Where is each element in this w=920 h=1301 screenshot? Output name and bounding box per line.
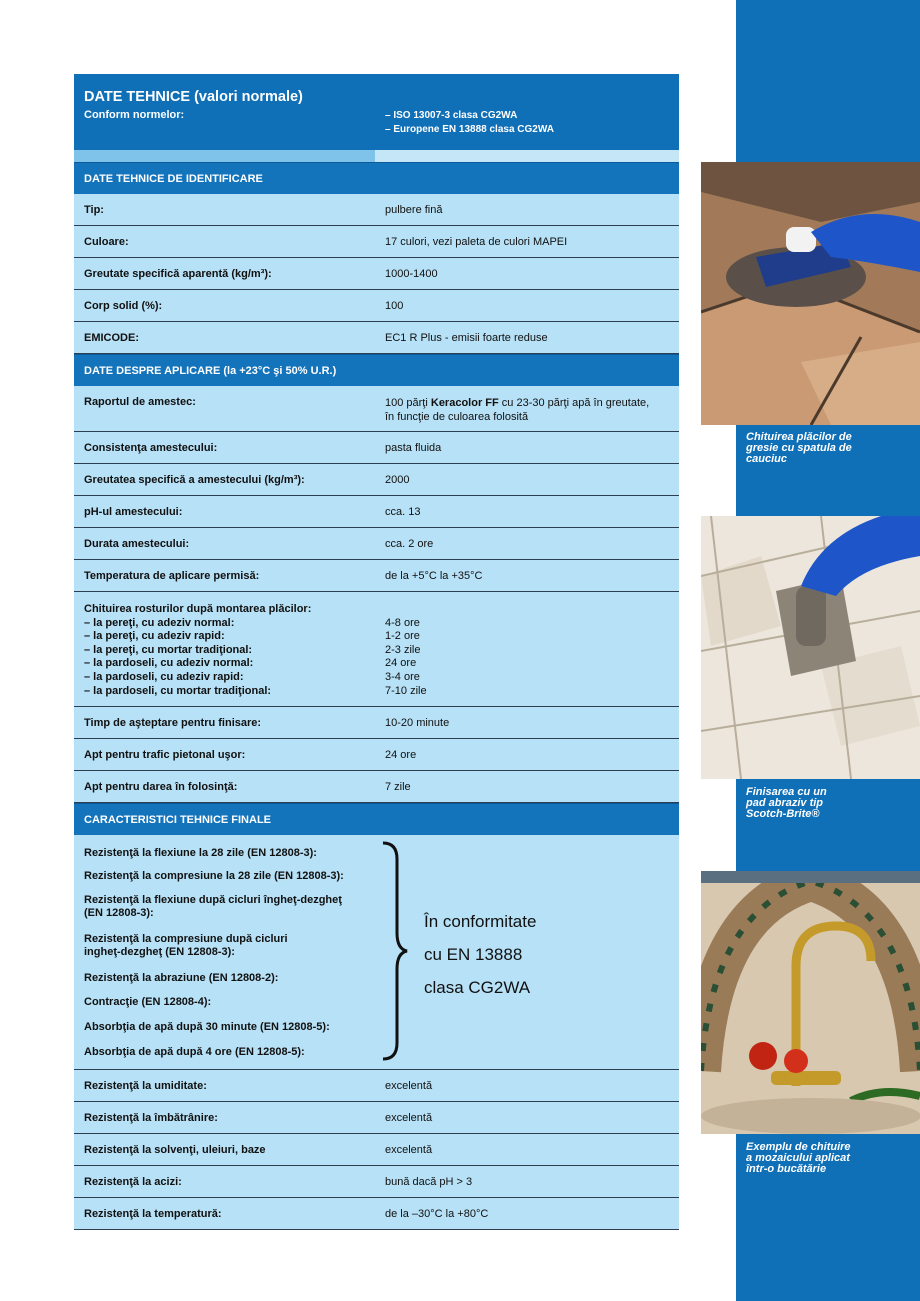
row-label: Rezistenţă la umiditate: <box>84 1079 207 1092</box>
page-title: DATE TEHNICE (valori normale) <box>84 89 303 105</box>
mix-ratio-line2: în funcţie de culoarea folosită <box>385 411 529 423</box>
row-label: Greutatea specifică a amestecului (kg/m³): <box>84 473 305 486</box>
final-item: Rezistenţă la compresiune la 28 zile (EN 12808-3): <box>84 870 344 882</box>
table-row <box>74 194 679 226</box>
curly-brace-icon <box>379 841 409 1061</box>
row-label: EMICODE: <box>84 331 139 344</box>
grouting-item-value: 1-2 ore <box>385 630 420 643</box>
row-value: 24 ore <box>385 748 417 761</box>
grouting-item-value: 3-4 ore <box>385 670 420 683</box>
table-row <box>74 432 679 464</box>
section-application: DATE DESPRE APLICARE (la +23°C şi 50% U.R.) <box>74 354 679 386</box>
photo-grouting-float <box>701 162 920 425</box>
row-label: Temperatura de aplicare permisă: <box>84 569 260 582</box>
row-value: 100 <box>385 299 404 312</box>
product-name: Keracolor FF <box>430 397 499 409</box>
caption-photo-1: Chituirea plăcilor de gresie cu spatula de cauciuc <box>746 431 852 465</box>
row-value: 2000 <box>385 473 410 486</box>
row-value: pasta fluida <box>385 441 442 454</box>
final-item: Rezistenţă la flexiune după cicluri îngheţ-dezgheţ (EN 12808-3): <box>84 894 342 919</box>
row-label: Corp solid (%): <box>84 299 163 312</box>
table-row <box>74 1166 679 1198</box>
table-row <box>74 739 679 771</box>
row-label: Apt pentru trafic pietonal uşor: <box>84 748 246 761</box>
standards-list <box>385 109 554 137</box>
mix-ratio-pre: 100 părţi <box>385 397 431 409</box>
final-item: Rezistenţă la flexiune la 28 zile (EN 12808-3): <box>84 847 317 859</box>
table-row <box>74 528 679 560</box>
grouting-item-label: – la pereţi, cu adeziv normal: <box>84 616 235 629</box>
row-label: Greutate specifică aparentă (kg/m³): <box>84 267 272 280</box>
technical-data-table <box>74 74 679 1230</box>
final-item: Absorbţia de apă după 30 minute (EN 12808-5): <box>84 1021 330 1033</box>
final-item: Rezistenţă la compresiune după cicluri ingheţ-dezgheţ (EN 12808-3): <box>84 933 288 958</box>
final-item: Rezistenţă la abraziune (EN 12808-2): <box>84 972 279 984</box>
row-value: 7 zile <box>385 780 411 793</box>
table-row <box>74 290 679 322</box>
conformity-line: În conformitate <box>424 912 537 931</box>
caption-photo-2: Finisarea cu un pad abraziv tip Scotch-Brite® <box>746 786 827 820</box>
mix-ratio-post: cu 23-30 părţi apă în greutate, <box>498 397 650 409</box>
row-label: Rezistenţă la temperatură: <box>84 1207 222 1220</box>
row-value: EC1 R Plus - emisii foarte reduse <box>385 331 548 344</box>
table-row <box>74 496 679 528</box>
final-item: Absorbţia de apă după 4 ore (EN 12808-5): <box>84 1046 305 1058</box>
table-row <box>74 258 679 290</box>
row-label: Consistenţa amestecului: <box>84 441 218 454</box>
grouting-item-value: 2-3 zile <box>385 643 421 656</box>
grouting-item-value: 7-10 zile <box>385 684 427 697</box>
photo-scotch-brite-pad <box>701 516 920 779</box>
table-row <box>74 226 679 258</box>
row-value: excelentă <box>385 1143 433 1156</box>
row-label: Tip: <box>84 203 104 216</box>
table-row <box>74 1198 679 1230</box>
row-value: excelentă <box>385 1079 433 1092</box>
row-label: Raportul de amestec: <box>84 396 196 408</box>
norms-label: Conform normelor: <box>84 109 185 121</box>
spacer-band <box>74 150 679 162</box>
table-row <box>74 464 679 496</box>
row-value <box>375 396 679 431</box>
grouting-item-label: – la pereţi, cu mortar tradiţional: <box>84 643 253 656</box>
standard-item: – ISO 13007-3 clasa CG2WA <box>385 110 518 121</box>
row-label: Culoare: <box>84 235 129 248</box>
table-row <box>74 322 679 354</box>
row-value: excelentă <box>385 1111 433 1124</box>
table-row <box>74 1070 679 1102</box>
grouting-labels <box>74 603 375 706</box>
table-row <box>74 1102 679 1134</box>
table-row-mix-ratio <box>74 386 679 432</box>
grouting-item-value: 24 ore <box>385 657 417 670</box>
table-row <box>74 560 679 592</box>
section-final: CARACTERISTICI TEHNICE FINALE <box>74 803 679 835</box>
row-label: Rezistenţă la solvenţi, uleiuri, baze <box>84 1143 266 1156</box>
row-value: bună dacă pH > 3 <box>385 1175 473 1188</box>
row-value: pulbere fină <box>385 203 443 216</box>
row-value: 17 culori, vezi paleta de culori MAPEI <box>385 235 568 248</box>
caption-photo-3: Exemplu de chituire a mozaicului aplicat într-o bucătărie <box>746 1141 851 1175</box>
section-identification: DATE TEHNICE DE IDENTIFICARE <box>74 162 679 194</box>
table-row <box>74 707 679 739</box>
row-value: de la +5°C la +35°C <box>385 569 483 582</box>
grouting-item-label: – la pardoseli, cu adeziv normal: <box>84 657 254 670</box>
row-value: cca. 13 <box>385 505 421 518</box>
grouting-title: Chituirea rosturilor după montarea plăcilor: <box>84 603 312 615</box>
row-value: de la –30°C la +80°C <box>385 1207 489 1220</box>
table-row <box>74 1134 679 1166</box>
table-row-grouting <box>74 592 679 707</box>
conformity-line: cu EN 13888 <box>424 945 523 964</box>
grouting-values <box>375 603 679 706</box>
grouting-item-label: – la pardoseli, cu mortar tradiţional: <box>84 684 272 697</box>
row-value: cca. 2 ore <box>385 537 434 550</box>
grouting-item-value: 4-8 ore <box>385 616 420 629</box>
row-label: Rezistenţă la acizi: <box>84 1175 182 1188</box>
photo-mosaic-kitchen <box>701 871 920 1134</box>
table-row <box>74 771 679 803</box>
row-label: Durata amestecului: <box>84 537 190 550</box>
conformity-line: clasa CG2WA <box>424 978 531 997</box>
row-value: 10-20 minute <box>385 716 450 729</box>
table-header <box>74 74 679 150</box>
standard-item: – Europene EN 13888 clasa CG2WA <box>385 124 554 135</box>
row-label: Rezistenţă la îmbătrânire: <box>84 1111 218 1124</box>
row-value: 1000-1400 <box>385 267 438 280</box>
grouting-item-label: – la pardoseli, cu adeziv rapid: <box>84 670 244 683</box>
row-label: pH-ul amestecului: <box>84 505 183 518</box>
final-item: Contracţie (EN 12808-4): <box>84 996 212 1008</box>
final-characteristics-block <box>74 835 679 1070</box>
row-label: Apt pentru darea în folosinţă: <box>84 780 238 793</box>
conformity-statement <box>424 905 536 1004</box>
row-label: Timp de aşteptare pentru finisare: <box>84 716 262 729</box>
grouting-item-label: – la pereţi, cu adeziv rapid: <box>84 630 225 643</box>
